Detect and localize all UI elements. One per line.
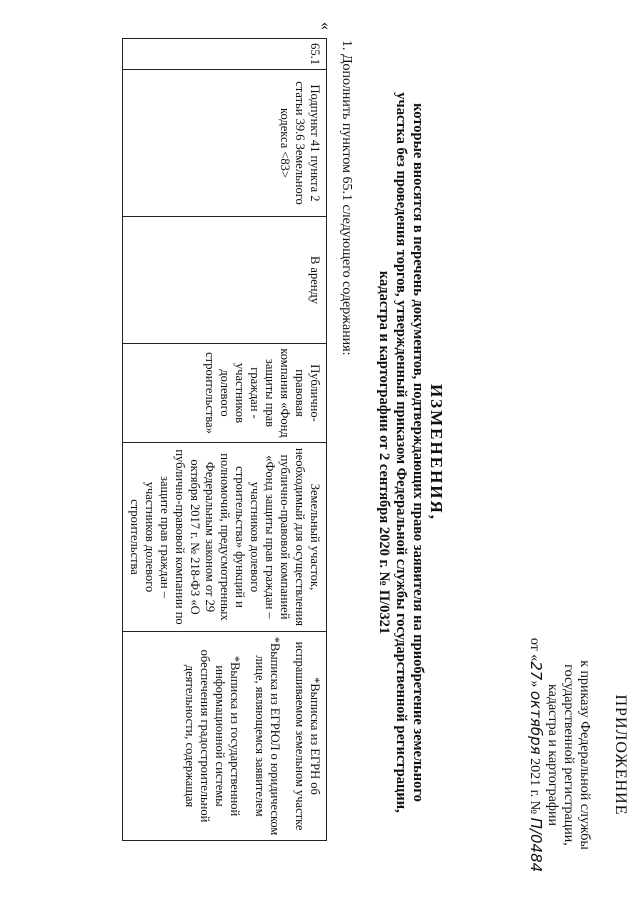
document-item: *Выписка из ЕГРЮЛ о юридическом лице, являющемся заявителем: [253, 636, 282, 836]
row-basis: Подпункт 41 пункта 2 статьи 39.6 Земельного кодекса <83>: [123, 70, 327, 217]
row-applicant: Публично-правовая компания «Фонд защиты прав граждан - участников долевого строительства»: [123, 344, 327, 443]
row-documents: [123, 632, 327, 841]
title-heading: ИЗМЕНЕНИЯ,: [427, 383, 446, 522]
appendix-date-line: [526, 620, 544, 890]
row-right: В аренду: [123, 217, 327, 344]
document-item: *Выписка из ЕГРН об испрашиваемом земельном участке: [293, 641, 322, 831]
intro-text: 1. Дополнить пунктом 65.1 следующего содержания:: [339, 40, 354, 356]
date-year: 2021 г. №: [527, 758, 542, 815]
opening-quote: «: [317, 22, 334, 30]
document-item: *Выписка из государственной информационной системы обеспечения градостроительной деятельности, содержащая: [183, 649, 242, 823]
date-month: октября: [527, 690, 545, 755]
date-day: 27: [527, 661, 545, 681]
appendix-line: государственной регистрации,: [561, 664, 576, 846]
appendix-block: [526, 620, 628, 890]
table-row: [123, 39, 327, 841]
changes-table: [122, 38, 327, 841]
date-prefix: от «: [527, 637, 542, 662]
appendix-line: к приказу Федеральной службы: [577, 660, 592, 850]
date-mid: »: [527, 680, 542, 688]
document-title: [375, 0, 445, 905]
row-land-plot: Земельный участок, необходимый для осуществления публично-правовой компанией «Фонд защиты прав граждан – участников долевого строительства» функций и полномочий, предусмотренных Федеральным законом от 29 октября 2017 г. № 218-ФЗ «О публично-правовой компании по защите прав граждан – участников долевого строительства: [123, 443, 327, 632]
appendix-line: кадастра и картографии: [545, 684, 560, 826]
row-number: 65.1: [123, 39, 327, 70]
title-line: которые вносятся в перечень документов, подтверждающих право заявителя на приобретение земельного: [410, 103, 426, 802]
title-line: кадастра и картографии от 2 сентября 2020 г. № П/0321: [376, 270, 392, 635]
order-number: П/0484: [527, 817, 545, 873]
appendix-heading: ПРИЛОЖЕНИЕ: [612, 694, 629, 816]
title-line: участка без проведения торгов, утвержденный приказом Федеральной службы государственной регистрации,: [393, 92, 409, 813]
